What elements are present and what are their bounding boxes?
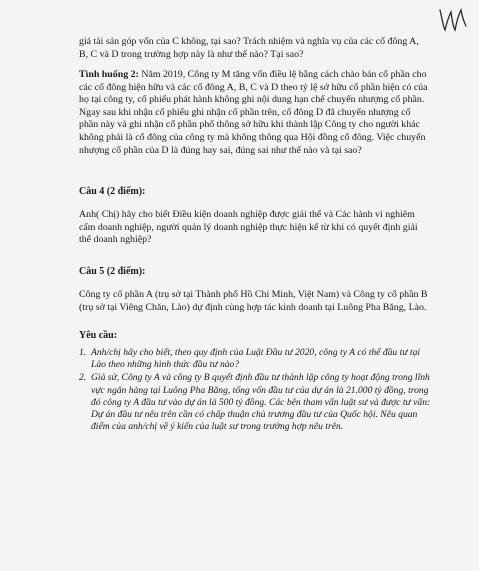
requirement-item bbox=[79, 372, 434, 433]
requirement-text: Anh/chị hãy cho biết, theo quy định của Luật Đầu tư 2020, công ty A có thể đầu tư tại Lào theo những hình thức đầu tư nào? bbox=[91, 347, 421, 371]
requirements-list bbox=[79, 347, 434, 434]
requirement-number: 1. bbox=[79, 347, 87, 358]
question-4-text: Anh( Chị) hãy cho biết Điều kiện doanh nghiệp được giải thể và Các hành vi nghiêm cấm doanh nghiệp, người quản lý doanh nghiệp thực hiện kể từ khi có quyết định giải thể doanh nghiệp? bbox=[79, 209, 418, 246]
question-4-heading: Câu 4 (2 điểm): bbox=[79, 186, 146, 197]
case-2-paragraph bbox=[79, 69, 429, 157]
case-2-text: Năm 2019, Công ty M tăng vốn điều lệ bằng cách chào bán cổ phần cho các cổ đông hiện hữu và các cổ đông A, B, C và D theo tỷ lệ sở hữu cổ phần hiện có của họ tại công ty, cổ phiếu phát hành không ghi nội dung hạn chế chuyển nhượng cổ phần. Ngay sau khi nhận cổ phiếu ghi nhận cổ phần trên, cổ đông D đã chuyển nhượng cổ phần này và ghi nhận cổ phần phổ thông sở hữu khi thành lập Công ty cho người khác không phải là cổ đông của công ty mà không thông qua Hội đồng cổ đông. Việc chuyển nhượng cổ phần của D là đúng hay sai, đúng sai như thế nào và tại sao? bbox=[79, 69, 428, 156]
paragraph-intro: giá tài sản góp vốn của C không, tại sao? Trách nhiệm và nghĩa vụ của các cổ đông A, B, C và D trong trường hợp này là như thế nào? Tại sao? bbox=[79, 36, 419, 60]
requirement-item bbox=[79, 347, 434, 371]
requirement-number: 2. bbox=[79, 372, 87, 384]
requirement-text: Giả sử, Công ty A và công ty B quyết định đầu tư thành lập công ty hoạt động trong lĩnh vực ngân hàng tại Luông Pha Băng, tổng vốn đầu tư của dự án là 21.000 tỷ đồng, trong đó công ty A đầu tư vào dự án là 500 tỷ đồng. Các bên tham vấn luật sư và được tư vấn: Dự án đầu tư nêu trên cần có chấp thuận chủ trương đầu tư của Quốc hội. Nêu quan điểm của anh/chị về ý kiến của luật sư trong trường hợp nêu trên. bbox=[91, 372, 431, 433]
requirements-heading: Yêu cầu: bbox=[79, 330, 118, 341]
question-5-heading: Câu 5 (2 điểm): bbox=[79, 266, 146, 277]
signature-mark bbox=[437, 6, 469, 34]
question-5-text: Công ty cổ phần A (trụ sở tại Thành phố Hồ Chí Minh, Việt Nam) và Công ty cổ phần B (trụ sở tại Viêng Chăn, Lào) dự định cùng hợp tác kinh doanh tại Luông Pha Băng, Lào. bbox=[79, 289, 428, 313]
case-2-label: Tình huống 2: bbox=[79, 69, 139, 80]
